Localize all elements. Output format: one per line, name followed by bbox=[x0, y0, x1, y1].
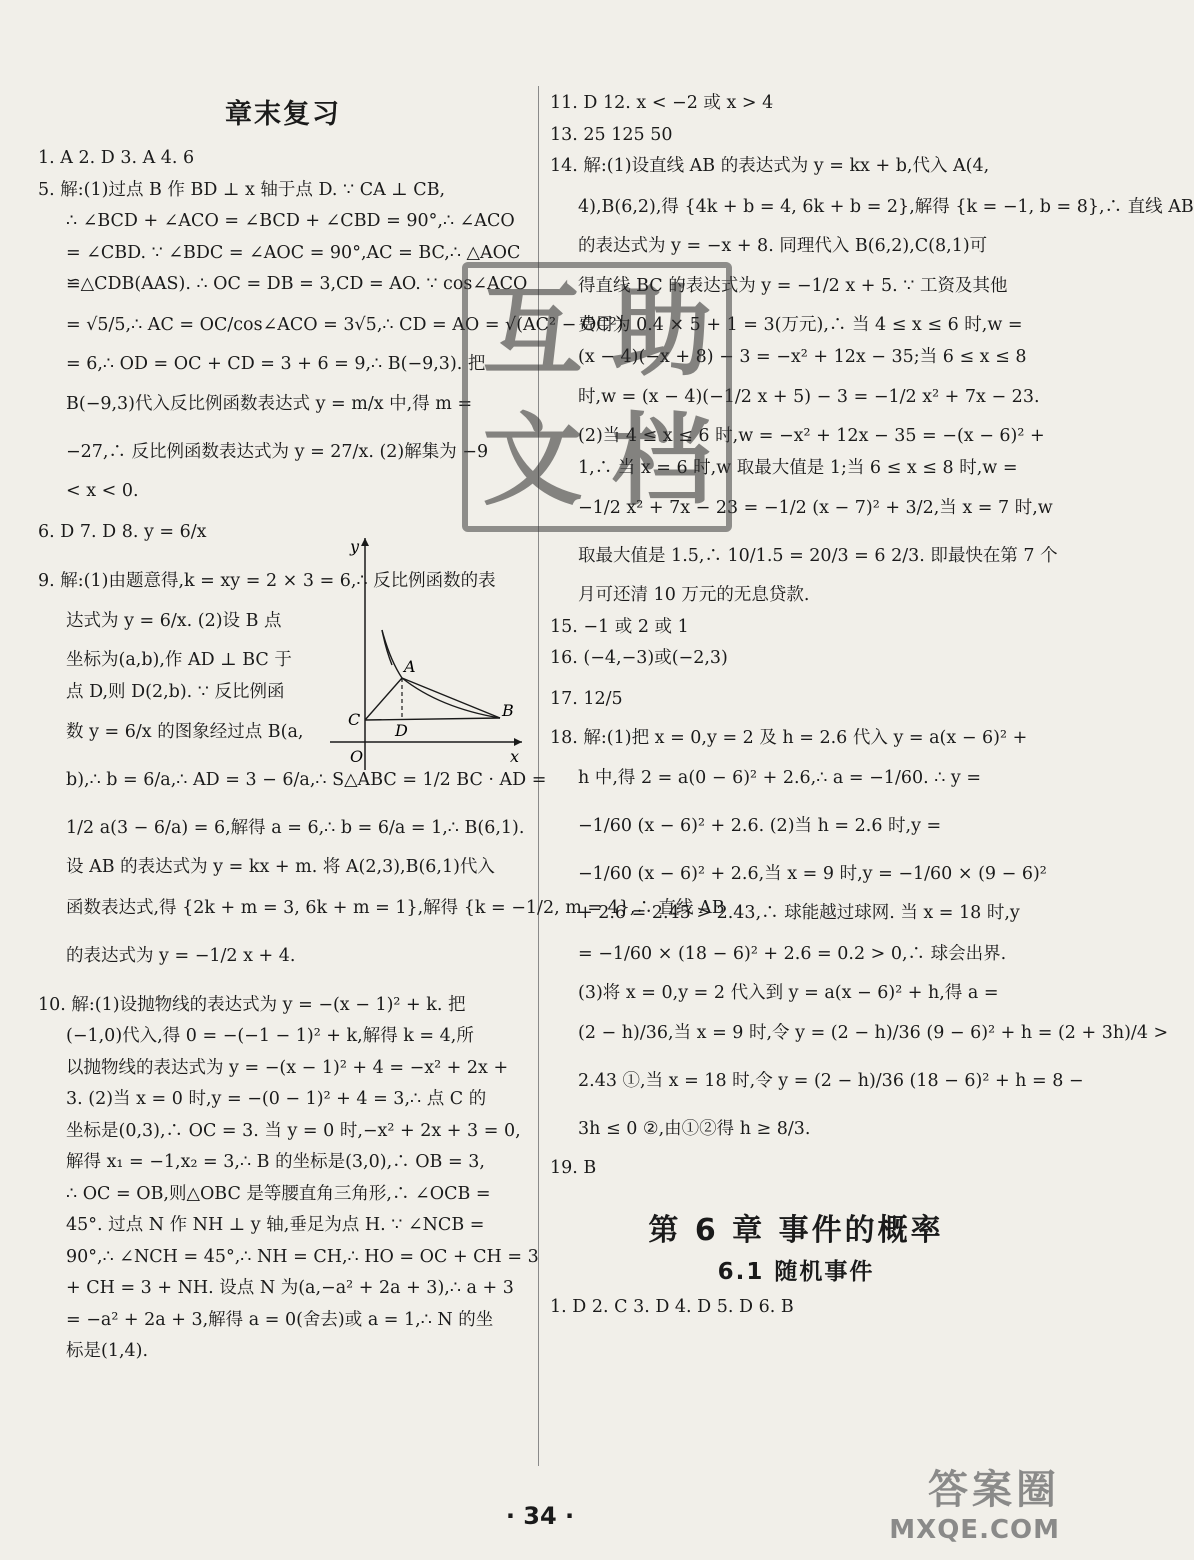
answer-line: −27,∴ 反比例函数表达式为 y = 27/x. (2)解集为 −9 bbox=[66, 442, 489, 462]
answer-line: 的表达式为 y = −1/2 x + 4. bbox=[66, 945, 296, 966]
answer-line: 5. 解:(1)过点 B 作 BD ⊥ x 轴于点 D. ∵ CA ⊥ CB, bbox=[38, 179, 446, 200]
answer-line: 得直线 BC 的表达式为 y = −1/2 x + 5. ∵ 工资及其他 bbox=[578, 276, 1008, 296]
answer-line: 的表达式为 y = −x + 8. 同理代入 B(6,2),C(8,1)可 bbox=[578, 235, 988, 256]
stamp-char: 互 bbox=[482, 273, 583, 390]
answer-line: 取最大值是 1.5,∴ 10/1.5 = 20/3 = 6 2/3. 即最快在第 7 个 bbox=[578, 546, 1058, 566]
answer-line: 坐标为(a,b),作 AD ⊥ BC 于 bbox=[66, 650, 292, 670]
answer-line: 16. (−4,−3)或(−2,3) bbox=[550, 648, 728, 668]
answer-line: 45°. 过点 N 作 NH ⊥ y 轴,垂足为点 H. ∵ ∠NCB = bbox=[66, 1215, 485, 1235]
answer-line: 11. D 12. x < −2 或 x > 4 bbox=[550, 93, 774, 113]
answer-line: + 2.6 = 2.45 > 2.43,∴ 球能越过球网. 当 x = 18 时,y bbox=[578, 903, 1020, 923]
answer-line: = √5/5,∴ AC = OC/cos∠ACO = 3√5,∴ CD = AO = √(AC² − OC²) bbox=[66, 314, 624, 335]
answer-line: 月可还清 10 万元的无息贷款. bbox=[578, 585, 810, 605]
point-b-label: B bbox=[502, 701, 514, 720]
stamp-char: 档 bbox=[611, 402, 712, 519]
chapter-title: 第 6 章 事件的概率 bbox=[648, 1212, 944, 1248]
segment-ca bbox=[365, 678, 402, 720]
answer-line: = 6,∴ OD = OC + CD = 3 + 6 = 9,∴ B(−9,3). 把 bbox=[66, 353, 486, 374]
answer-line: = ∠CBD. ∵ ∠BDC = ∠AOC = 90°,AC = BC,∴ △AOC bbox=[66, 242, 521, 263]
answer-line: 3h ≤ 0 ②,由①②得 h ≥ 8/3. bbox=[578, 1119, 811, 1139]
y-axis-label: y bbox=[350, 537, 360, 556]
answer-line: 90°,∴ ∠NCH = 45°,∴ NH = CH,∴ HO = OC + CH = 3 bbox=[66, 1246, 539, 1267]
answer-line: 1. A 2. D 3. A 4. 6 bbox=[38, 148, 195, 168]
y-axis-arrow bbox=[361, 538, 369, 546]
answer-line: 6. D 7. D 8. y = 6/x bbox=[38, 521, 207, 542]
answer-line: −1/60 (x − 6)² + 2.6. (2)当 h = 2.6 时,y = bbox=[578, 816, 942, 836]
answer-line: 4),B(6,2),得 {4k + b = 4, 6k + b = 2},解得 {k = −1, b = 8},∴ 直线 AB bbox=[578, 196, 1194, 217]
segment-ab bbox=[402, 678, 500, 718]
answer-line: −1/2 x² + 7x − 23 = −1/2 (x − 7)² + 3/2,当 x = 7 时,w bbox=[578, 498, 1053, 518]
hyperbola-curve bbox=[382, 630, 500, 718]
answer-line: 10. 解:(1)设抛物线的表达式为 y = −(x − 1)² + k. 把 bbox=[38, 994, 466, 1015]
answer-line: 以抛物线的表达式为 y = −(x − 1)² + 4 = −x² + 2x + bbox=[66, 1057, 509, 1078]
stamp-char: 文 bbox=[482, 402, 583, 519]
point-c-label: C bbox=[348, 710, 361, 729]
answer-line: 13. 25 125 50 bbox=[550, 124, 673, 145]
answer-line: 1. D 2. C 3. D 4. D 5. D 6. B bbox=[550, 1296, 794, 1317]
answer-line: 费用为 0.4 × 5 + 1 = 3(万元),∴ 当 4 ≤ x ≤ 6 时,w = bbox=[578, 315, 1023, 335]
answer-line: 17. 12/5 bbox=[550, 688, 623, 709]
answer-line: b),∴ b = 6/a,∴ AD = 3 − 6/a,∴ S△ABC = 1/2 BC · AD = bbox=[66, 770, 547, 790]
answer-line: 2.43 ①,当 x = 18 时,令 y = (2 − h)/36 (18 − 6)² + h = 8 − bbox=[578, 1071, 1084, 1091]
right-column bbox=[550, 88, 1194, 1323]
answer-line: 标是(1,4). bbox=[66, 1341, 149, 1361]
answer-line: 时,w = (x − 4)(−1/2 x + 5) − 3 = −1/2 x² + 7x − 23. bbox=[578, 387, 1040, 407]
hyperbola-graph bbox=[300, 530, 530, 775]
answer-line: ∴ OC = OB,则△OBC 是等腰直角三角形,∴ ∠OCB = bbox=[66, 1183, 491, 1204]
answer-line: 3. (2)当 x = 0 时,y = −(0 − 1)² + 4 = 3,∴ 点 C 的 bbox=[66, 1089, 487, 1109]
answer-line: 设 AB 的表达式为 y = kx + m. 将 A(2,3),B(6,1)代入 bbox=[66, 857, 495, 877]
answer-line: (2)当 4 ≤ x ≤ 6 时,w = −x² + 12x − 35 = −(x − 6)² + bbox=[578, 426, 1045, 446]
answer-line: ≌△CDB(AAS). ∴ OC = DB = 3,CD = AO. ∵ cos∠ACO bbox=[66, 274, 528, 294]
answer-line: (−1,0)代入,得 0 = −(−1 − 1)² + k,解得 k = 4,所 bbox=[66, 1026, 474, 1046]
subsection-title: 6.1 随机事件 bbox=[717, 1258, 875, 1285]
answer-line: (2 − h)/36,当 x = 9 时,令 y = (2 − h)/36 (9 − 6)² + h = (2 + 3h)/4 > bbox=[578, 1023, 1169, 1043]
origin-label: O bbox=[350, 747, 364, 766]
x-axis-label: x bbox=[510, 747, 520, 766]
logo-text: 答案圈 bbox=[928, 1467, 1060, 1513]
section-title: 章末复习 bbox=[225, 99, 341, 130]
answer-line: 点 D,则 D(2,b). ∵ 反比例函 bbox=[66, 681, 285, 702]
answer-line: = −a² + 2a + 3,解得 a = 0(舍去)或 a = 1,∴ N 的坐 bbox=[66, 1309, 494, 1330]
answer-line: (x − 4)(−x + 8) − 3 = −x² + 12x − 35;当 6 ≤ x ≤ 8 bbox=[578, 346, 1027, 367]
answer-line: 15. −1 或 2 或 1 bbox=[550, 616, 689, 637]
answer-line: + CH = 3 + NH. 设点 N 为(a,−a² + 2a + 3),∴ a + 3 bbox=[66, 1278, 514, 1298]
answer-line: 解得 x₁ = −1,x₂ = 3,∴ B 的坐标是(3,0),∴ OB = 3, bbox=[66, 1152, 485, 1172]
page-number: · 34 · bbox=[505, 1502, 575, 1530]
answer-line: 14. 解:(1)设直线 AB 的表达式为 y = kx + b,代入 A(4, bbox=[550, 156, 990, 176]
logo-domain: MXQE.COM bbox=[889, 1515, 1060, 1545]
answer-line: = −1/60 × (18 − 6)² + 2.6 = 0.2 > 0,∴ 球会出界. bbox=[578, 943, 1007, 964]
segment-cb bbox=[365, 718, 500, 720]
corner-logo bbox=[889, 1458, 1060, 1545]
answer-line: B(−9,3)代入反比例函数表达式 y = m/x 中,得 m = bbox=[66, 394, 473, 414]
point-a-label: A bbox=[404, 657, 416, 676]
answer-line: 18. 解:(1)把 x = 0,y = 2 及 h = 2.6 代入 y = a(x − 6)² + bbox=[550, 727, 1028, 748]
answer-line: 1,∴ 当 x = 6 时,w 取最大值是 1;当 6 ≤ x ≤ 8 时,w = bbox=[578, 457, 1018, 478]
answer-line: < x < 0. bbox=[66, 481, 139, 501]
answer-line: (3)将 x = 0,y = 2 代入到 y = a(x − 6)² + h,得 a = bbox=[578, 982, 999, 1003]
point-d-label: D bbox=[395, 721, 408, 740]
answer-line: 1/2 a(3 − 6/a) = 6,解得 a = 6,∴ b = 6/a = 1,∴ B(6,1). bbox=[66, 818, 525, 838]
answer-line: 19. B bbox=[550, 1158, 597, 1178]
answer-line: h 中,得 2 = a(0 − 6)² + 2.6,∴ a = −1/60. ∴ y = bbox=[578, 768, 982, 788]
answer-line: 9. 解:(1)由题意得,k = xy = 2 × 3 = 6,∴ 反比例函数的表 bbox=[38, 570, 496, 591]
answer-line: −1/60 (x − 6)² + 2.6,当 x = 9 时,y = −1/60 × (9 − 6)² bbox=[578, 864, 1047, 884]
x-axis-arrow bbox=[514, 738, 522, 746]
answer-line: 坐标是(0,3),∴ OC = 3. 当 y = 0 时,−x² + 2x + 3 = 0, bbox=[66, 1120, 521, 1141]
answer-line: 函数表达式,得 {2k + m = 3, 6k + m = 1},解得 {k = −1/2, m = 4},∴ 直线 AB bbox=[66, 897, 725, 918]
answer-line: 数 y = 6/x 的图象经过点 B(a, bbox=[66, 722, 304, 742]
stamp-char: 助 bbox=[611, 273, 712, 390]
answer-line: ∴ ∠BCD + ∠ACO = ∠BCD + ∠CBD = 90°,∴ ∠ACO bbox=[66, 211, 515, 231]
answer-line: 达式为 y = 6/x. (2)设 B 点 bbox=[66, 611, 282, 631]
